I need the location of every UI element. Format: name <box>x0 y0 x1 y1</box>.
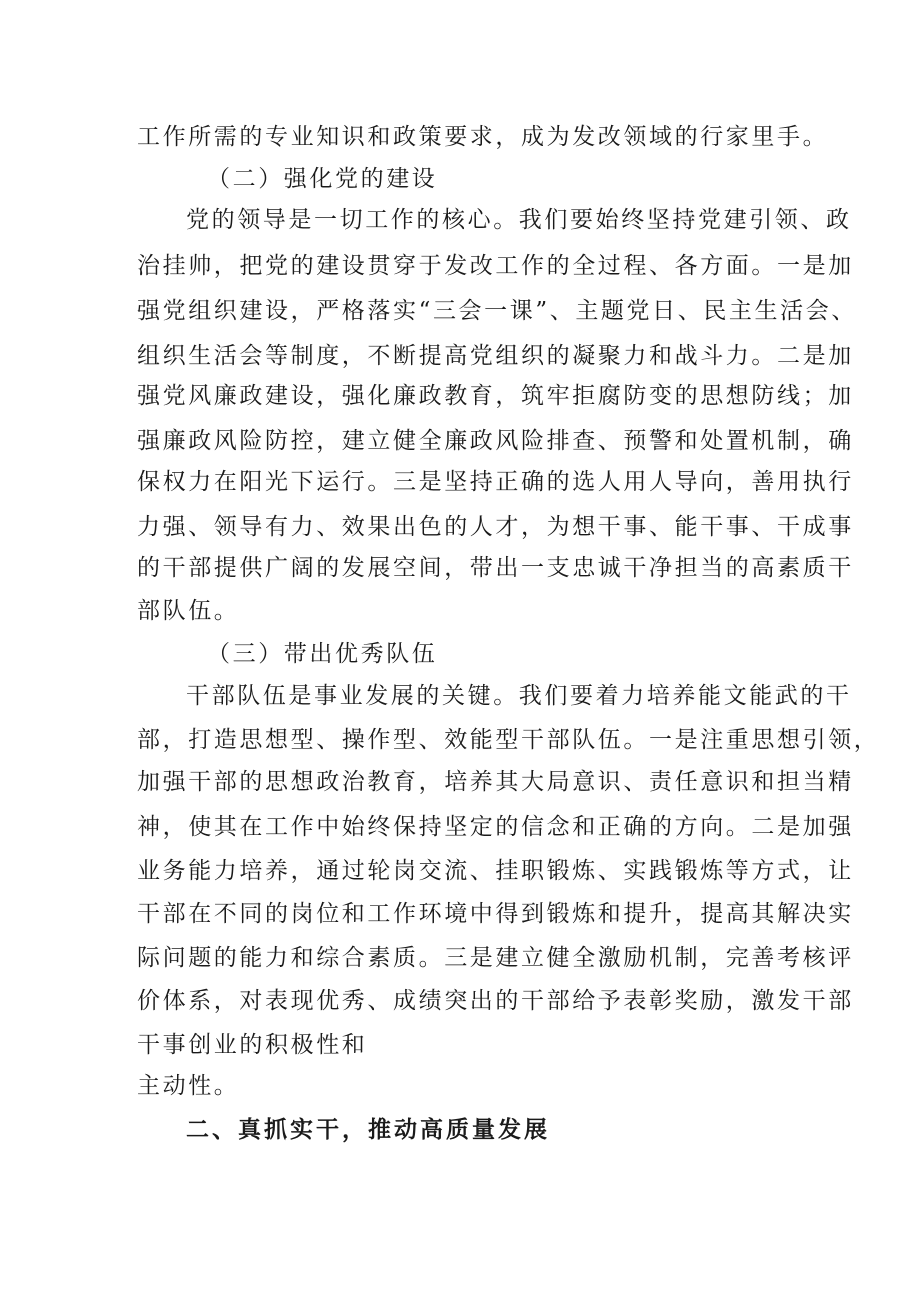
paragraph-line: 干部队伍是事业发展的关键。我们要着力培养能文能武的干 <box>186 683 852 709</box>
paragraph-line: 部队伍。 <box>137 598 240 624</box>
paragraph-line: 干事创业的积极性和 <box>137 1032 368 1058</box>
section-heading: （三）带出优秀队伍 <box>207 641 438 667</box>
paragraph-line: 保权力在阳光下运行。三是坚持正确的选人用人导向，善用执行 <box>137 469 854 495</box>
paragraph-line: 主动性。 <box>137 1073 240 1099</box>
paragraph-line: 价体系，对表现优秀、成绩突出的干部给予表彰奖励，激发干部 <box>137 988 854 1014</box>
part-heading: 二、真抓实干，推动高质量发展 <box>186 1116 550 1143</box>
paragraph-line: 力强、领导有力、效果出色的人才，为想干事、能干事、干成事 <box>137 514 854 540</box>
paragraph-line: 际问题的能力和综合素质。三是建立健全激励机制，完善考核评 <box>137 945 854 971</box>
section-heading: （二）强化党的建设 <box>207 166 438 192</box>
paragraph-line: 强廉政风险防控，建立健全廉政风险排查、预警和处置机制，确 <box>137 428 854 454</box>
paragraph-line: 的干部提供广阔的发展空间，带出一支忠诚干净担当的高素质干 <box>137 555 854 581</box>
paragraph-line: 加强干部的思想政治教育，培养其大局意识、责任意识和担当精 <box>137 769 854 795</box>
paragraph-line: 神，使其在工作中始终保持坚定的信念和正确的方向。二是加强 <box>137 814 854 840</box>
paragraph-line: 业务能力培养，通过轮岗交流、挂职锻炼、实践锻炼等方式，让 <box>137 858 854 884</box>
paragraph-line: 干部在不同的岗位和工作环境中得到锻炼和提升，提高其解决实 <box>137 901 854 927</box>
paragraph-line: 工作所需的专业知识和政策要求，成为发改领域的行家里手。 <box>137 124 829 150</box>
paragraph-line: 党的领导是一切工作的核心。我们要始终坚持党建引领、政 <box>186 207 852 233</box>
paragraph-line: 强党风廉政建设，强化廉政教育，筑牢拒腐防变的思想防线；加 <box>137 383 854 409</box>
paragraph-line: 治挂帅，把党的建设贯穿于发改工作的全过程、各方面。一是加 <box>137 253 854 279</box>
paragraph-line: 强党组织建设，严格落实“三会一课”、主题党日、民主生活会、 <box>137 298 857 324</box>
paragraph-line: 组织生活会等制度，不断提高党组织的凝聚力和战斗力。二是加 <box>137 343 854 369</box>
paragraph-line: 部，打造思想型、操作型、效能型干部队伍。一是注重思想引领， <box>137 727 880 753</box>
